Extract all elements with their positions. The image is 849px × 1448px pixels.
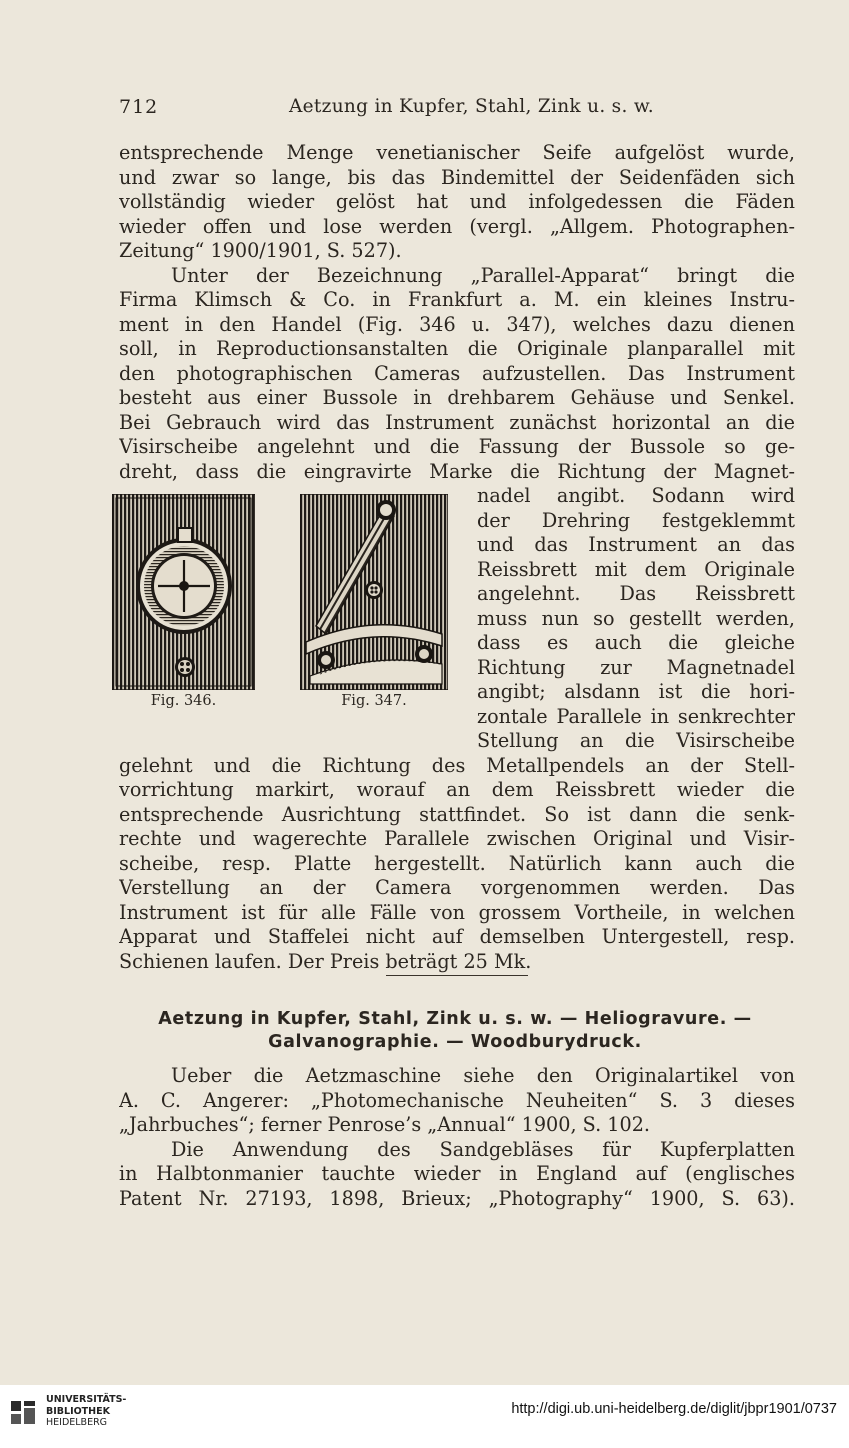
library-logo-icon	[8, 1397, 38, 1427]
page-number: 712	[119, 96, 159, 118]
text-line: Ueber die Aetzmaschine siehe den Originalartikel von	[171, 1064, 795, 1087]
text-line: vollständig wieder gelöst hat und infolgedessen die Fäden	[119, 190, 795, 213]
text-line: nadel angibt. Sodann wird	[477, 484, 795, 507]
figure-caption: Fig. 346.	[150, 693, 217, 709]
section-heading	[110, 1008, 800, 1054]
source-url-link[interactable]: http://digi.ub.uni-heidelberg.de/diglit/jbpr1901/0737	[511, 1401, 837, 1417]
text-line: entsprechende Ausrichtung stattfindet. So ist dann die senk-	[119, 802, 795, 826]
digitization-footer	[0, 1385, 849, 1448]
text-line: Visirscheibe angelehnt und die Fassung der Bussole so ge-	[119, 435, 795, 458]
text-line: Richtung zur Magnetnadel	[477, 655, 795, 679]
text-line: gelehnt und die Richtung des Metallpendels an der Stell-	[119, 753, 795, 777]
text-line: Reissbrett mit dem Originale	[477, 557, 795, 581]
pendulum-illustration	[300, 494, 448, 690]
text-line: vorrichtung markirt, worauf an dem Reissbrett wieder die	[119, 778, 795, 801]
text-line: scheibe, resp. Platte hergestellt. Natürlich kann auch die	[119, 851, 795, 875]
figure-346	[112, 494, 255, 709]
compass-illustration	[112, 494, 255, 690]
text-line: den photographischen Cameras aufzustellen. Das Instrument	[119, 361, 795, 385]
text-line: Patent Nr. 27193, 1898, Brieux; „Photography“ 1900, S. 63).	[119, 1186, 795, 1210]
text-line: A. C. Angerer: „Photomechanische Neuheiten“ S. 3 dieses	[119, 1088, 795, 1112]
text-line: und zwar so lange, bis das Bindemittel der Seidenfäden sich	[119, 165, 795, 189]
text-line: Instrument ist für alle Fälle von grossem Vortheile, in welchen	[119, 900, 795, 924]
library-name-line: UNIVERSITÄTS-	[46, 1394, 127, 1405]
text-line: angibt; alsdann ist die hori-	[477, 680, 795, 703]
section-text	[119, 1064, 795, 1211]
text-line: zontale Parallele in senkrechter	[477, 704, 795, 728]
text-line: rechte und wagerechte Parallele zwischen Original und Visir-	[119, 827, 795, 850]
text-line: muss nun so gestellt werden,	[477, 606, 795, 630]
text-line: dreht, dass die eingravirte Marke die Richtung der Magnet-	[119, 459, 795, 483]
running-title: Aetzung in Kupfer, Stahl, Zink u. s. w.	[289, 96, 654, 117]
library-name-line: HEIDELBERG	[46, 1417, 108, 1428]
text-line: Schienen laufen. Der Preis beträgt 25 Mk.	[119, 949, 532, 973]
library-name-line: BIBLIOTHEK	[46, 1405, 110, 1417]
figure-caption: Fig. 347.	[341, 693, 407, 709]
text-line: Unter der Bezeichnung „Parallel-Apparat“ bringt die	[171, 263, 795, 287]
section-divider	[386, 975, 528, 976]
text-line: Bei Gebrauch wird das Instrument zunächst horizontal an die	[119, 410, 795, 434]
text-line: Stellung an die Visirscheibe	[477, 729, 795, 752]
text-line: Die Anwendung des Sandgebläses für Kupferplatten	[171, 1137, 795, 1161]
running-header	[119, 96, 795, 124]
text-line: wieder offen und lose werden (vergl. „Allgem. Photographen-	[119, 214, 795, 238]
text-line: besteht aus einer Bussole in drehbarem Gehäuse und Senkel.	[119, 386, 795, 409]
text-line: angelehnt. Das Reissbrett	[477, 582, 795, 605]
text-line: und das Instrument an das	[477, 533, 795, 556]
text-line: ment in den Handel (Fig. 346 u. 347), welches dazu dienen	[119, 312, 795, 336]
text-line: „Jahrbuches“; ferner Penrose’s „Annual“ 1900, S. 102.	[119, 1113, 651, 1136]
text-line: dass es auch die gleiche	[477, 631, 795, 654]
text-line: Verstellung an der Camera vorgenommen werden. Das	[119, 876, 795, 899]
text-line: entsprechende Menge venetianischer Seife aufgelöst wurde,	[119, 141, 795, 164]
section-heading-line: Galvanographie. — Woodburydruck.	[268, 1032, 642, 1052]
library-name	[46, 1394, 126, 1429]
text-line: soll, in Reproductionsanstalten die Originale planparallel mit	[119, 337, 795, 360]
figure-347	[300, 494, 448, 709]
text-line: Apparat und Staffelei nicht auf demselben Untergestell, resp.	[119, 925, 795, 948]
figure-group	[112, 494, 457, 716]
text-line: der Drehring festgeklemmt	[477, 508, 795, 532]
section-heading-line: Aetzung in Kupfer, Stahl, Zink u. s. w. — Heliogravure. —	[158, 1009, 752, 1029]
text-line: Zeitung“ 1900/1901, S. 527).	[119, 239, 402, 262]
text-line: in Halbtonmanier tauchte wieder in England auf (englisches	[119, 1162, 795, 1185]
text-line: Firma Klimsch & Co. in Frankfurt a. M. ein kleines Instru-	[119, 288, 795, 311]
